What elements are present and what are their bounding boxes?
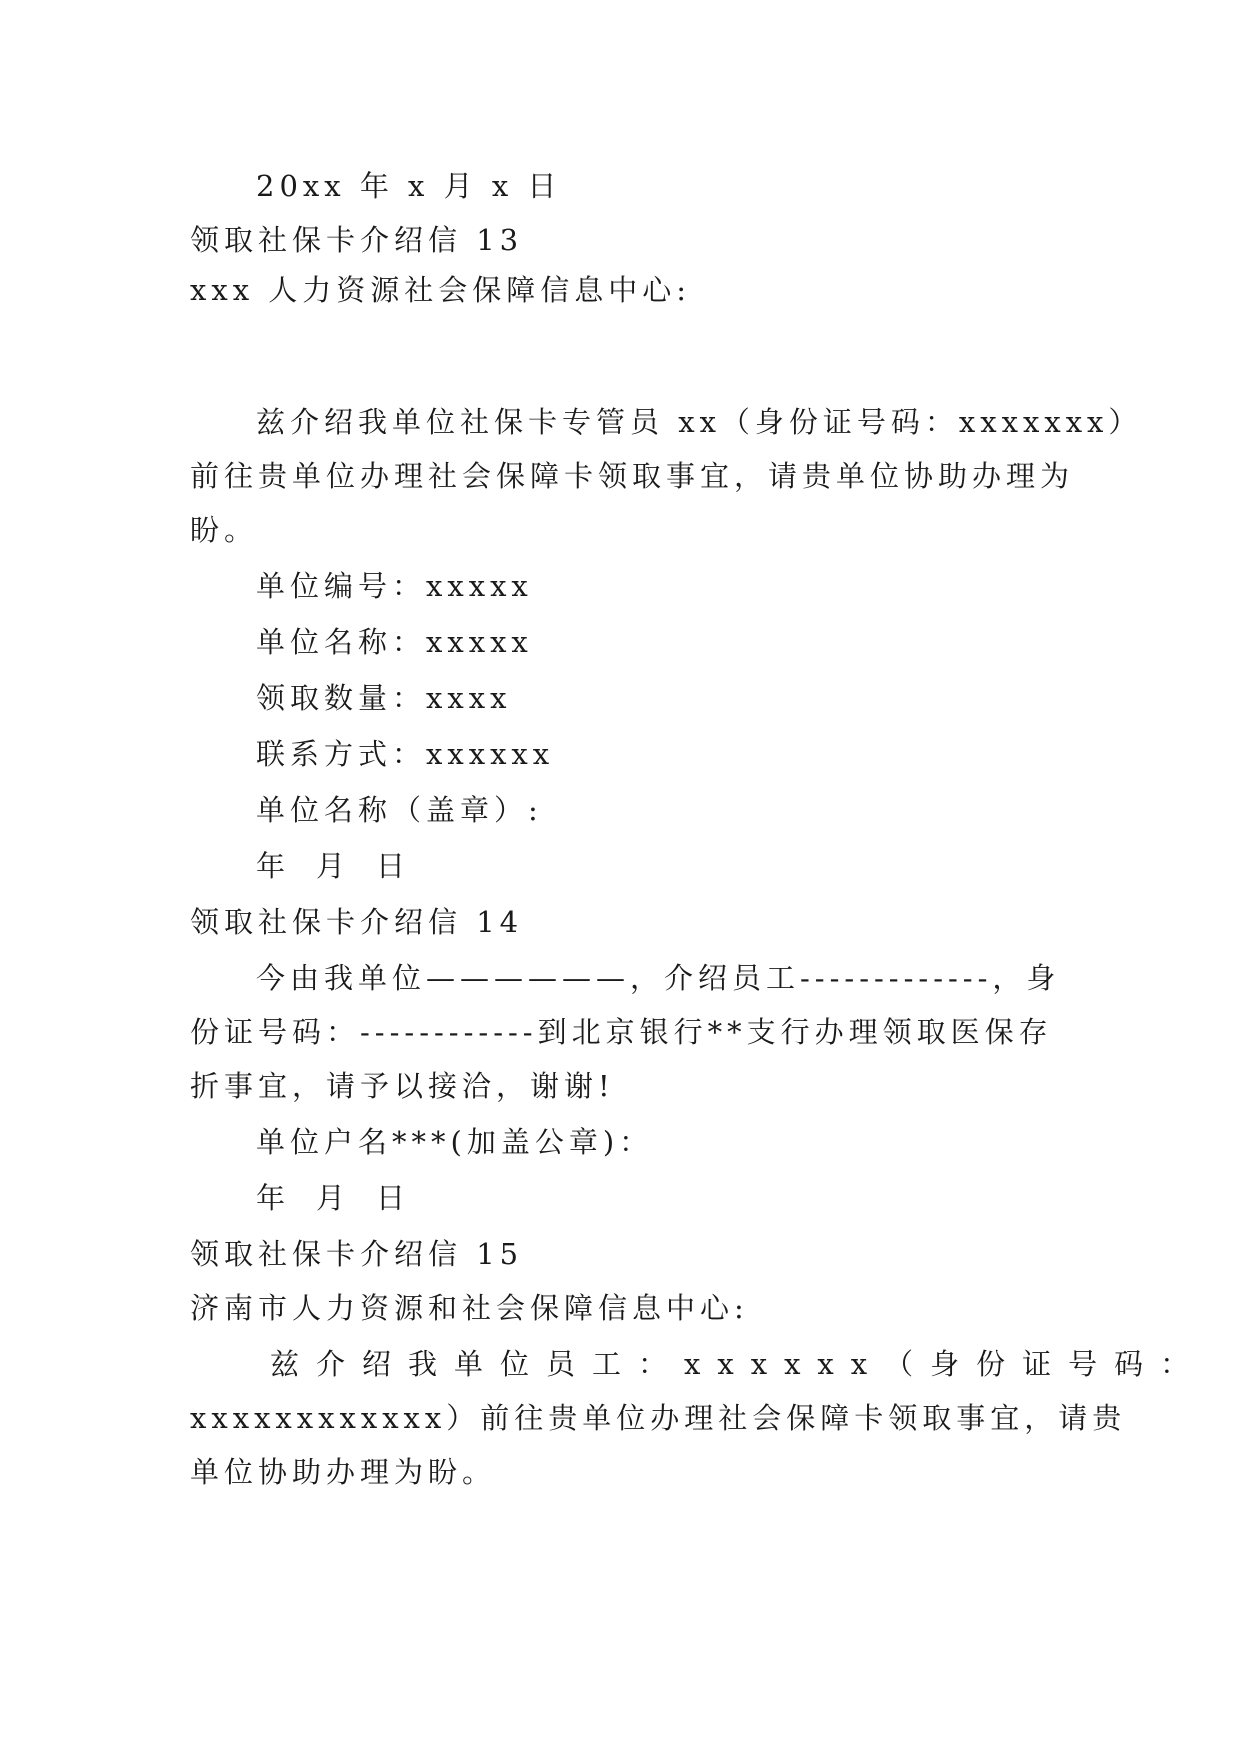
unit-number-field: 单位编号：xxxxx [256,569,533,603]
date-blank-2 [256,1178,410,1218]
letter-13-body-line-1: 兹介绍我单位社保卡专管员 xx（身份证号码：xxxxxxx） [256,405,1143,439]
quantity-field: 领取数量：xxxx [256,681,512,715]
letter-13-body-line-2: 前往贵单位办理社会保障卡领取事宜，请贵单位协助办理为 [190,459,1075,493]
letter-13-title: 领取社保卡介绍信 13 [190,223,524,257]
letter-15-body-line-2: xxxxxxxxxxxx）前往贵单位办理社会保障卡领取事宜，请贵 [190,1401,1127,1435]
day-label: 日 [376,849,411,883]
contact-field: 联系方式：xxxxxx [256,737,555,771]
year-label: 年 [256,1181,291,1215]
day-label: 日 [376,1181,411,1215]
date-line: 20xx 年 x 月 x 日 [256,169,562,203]
letter-14-title: 领取社保卡介绍信 14 [190,905,524,939]
month-label: 月 [316,1181,351,1215]
year-label: 年 [256,849,291,883]
unit-name-field: 单位名称：xxxxx [256,625,533,659]
letter-14-body-line-2: 份证号码：------------到北京银行**支行办理领取医保存 [190,1015,1053,1049]
letter-15-recipient: 济南市人力资源和社会保障信息中心: [190,1291,749,1325]
letter-15-body-line-1: 兹介绍我单位员工：xxxxxx（身份证号码： [270,1347,1207,1381]
date-blank-1 [256,846,410,886]
month-label: 月 [316,849,351,883]
letter-14-body-line-3: 折事宜，请予以接洽，谢谢! [190,1069,615,1103]
letter-14-body-line-1: 今由我单位——————，介绍员工-------------，身 [256,961,1061,995]
unit-seal-field: 单位名称（盖章）: [256,793,543,827]
letter-13-body-line-3: 盼。 [190,513,259,547]
letter-15-title: 领取社保卡介绍信 15 [190,1237,524,1271]
letter-15-body-line-3: 单位协助办理为盼。 [190,1455,497,1489]
letter-13-recipient: xxx 人力资源社会保障信息中心: [190,273,692,307]
unit-account-seal-field: 单位户名***(加盖公章)： [256,1125,654,1159]
